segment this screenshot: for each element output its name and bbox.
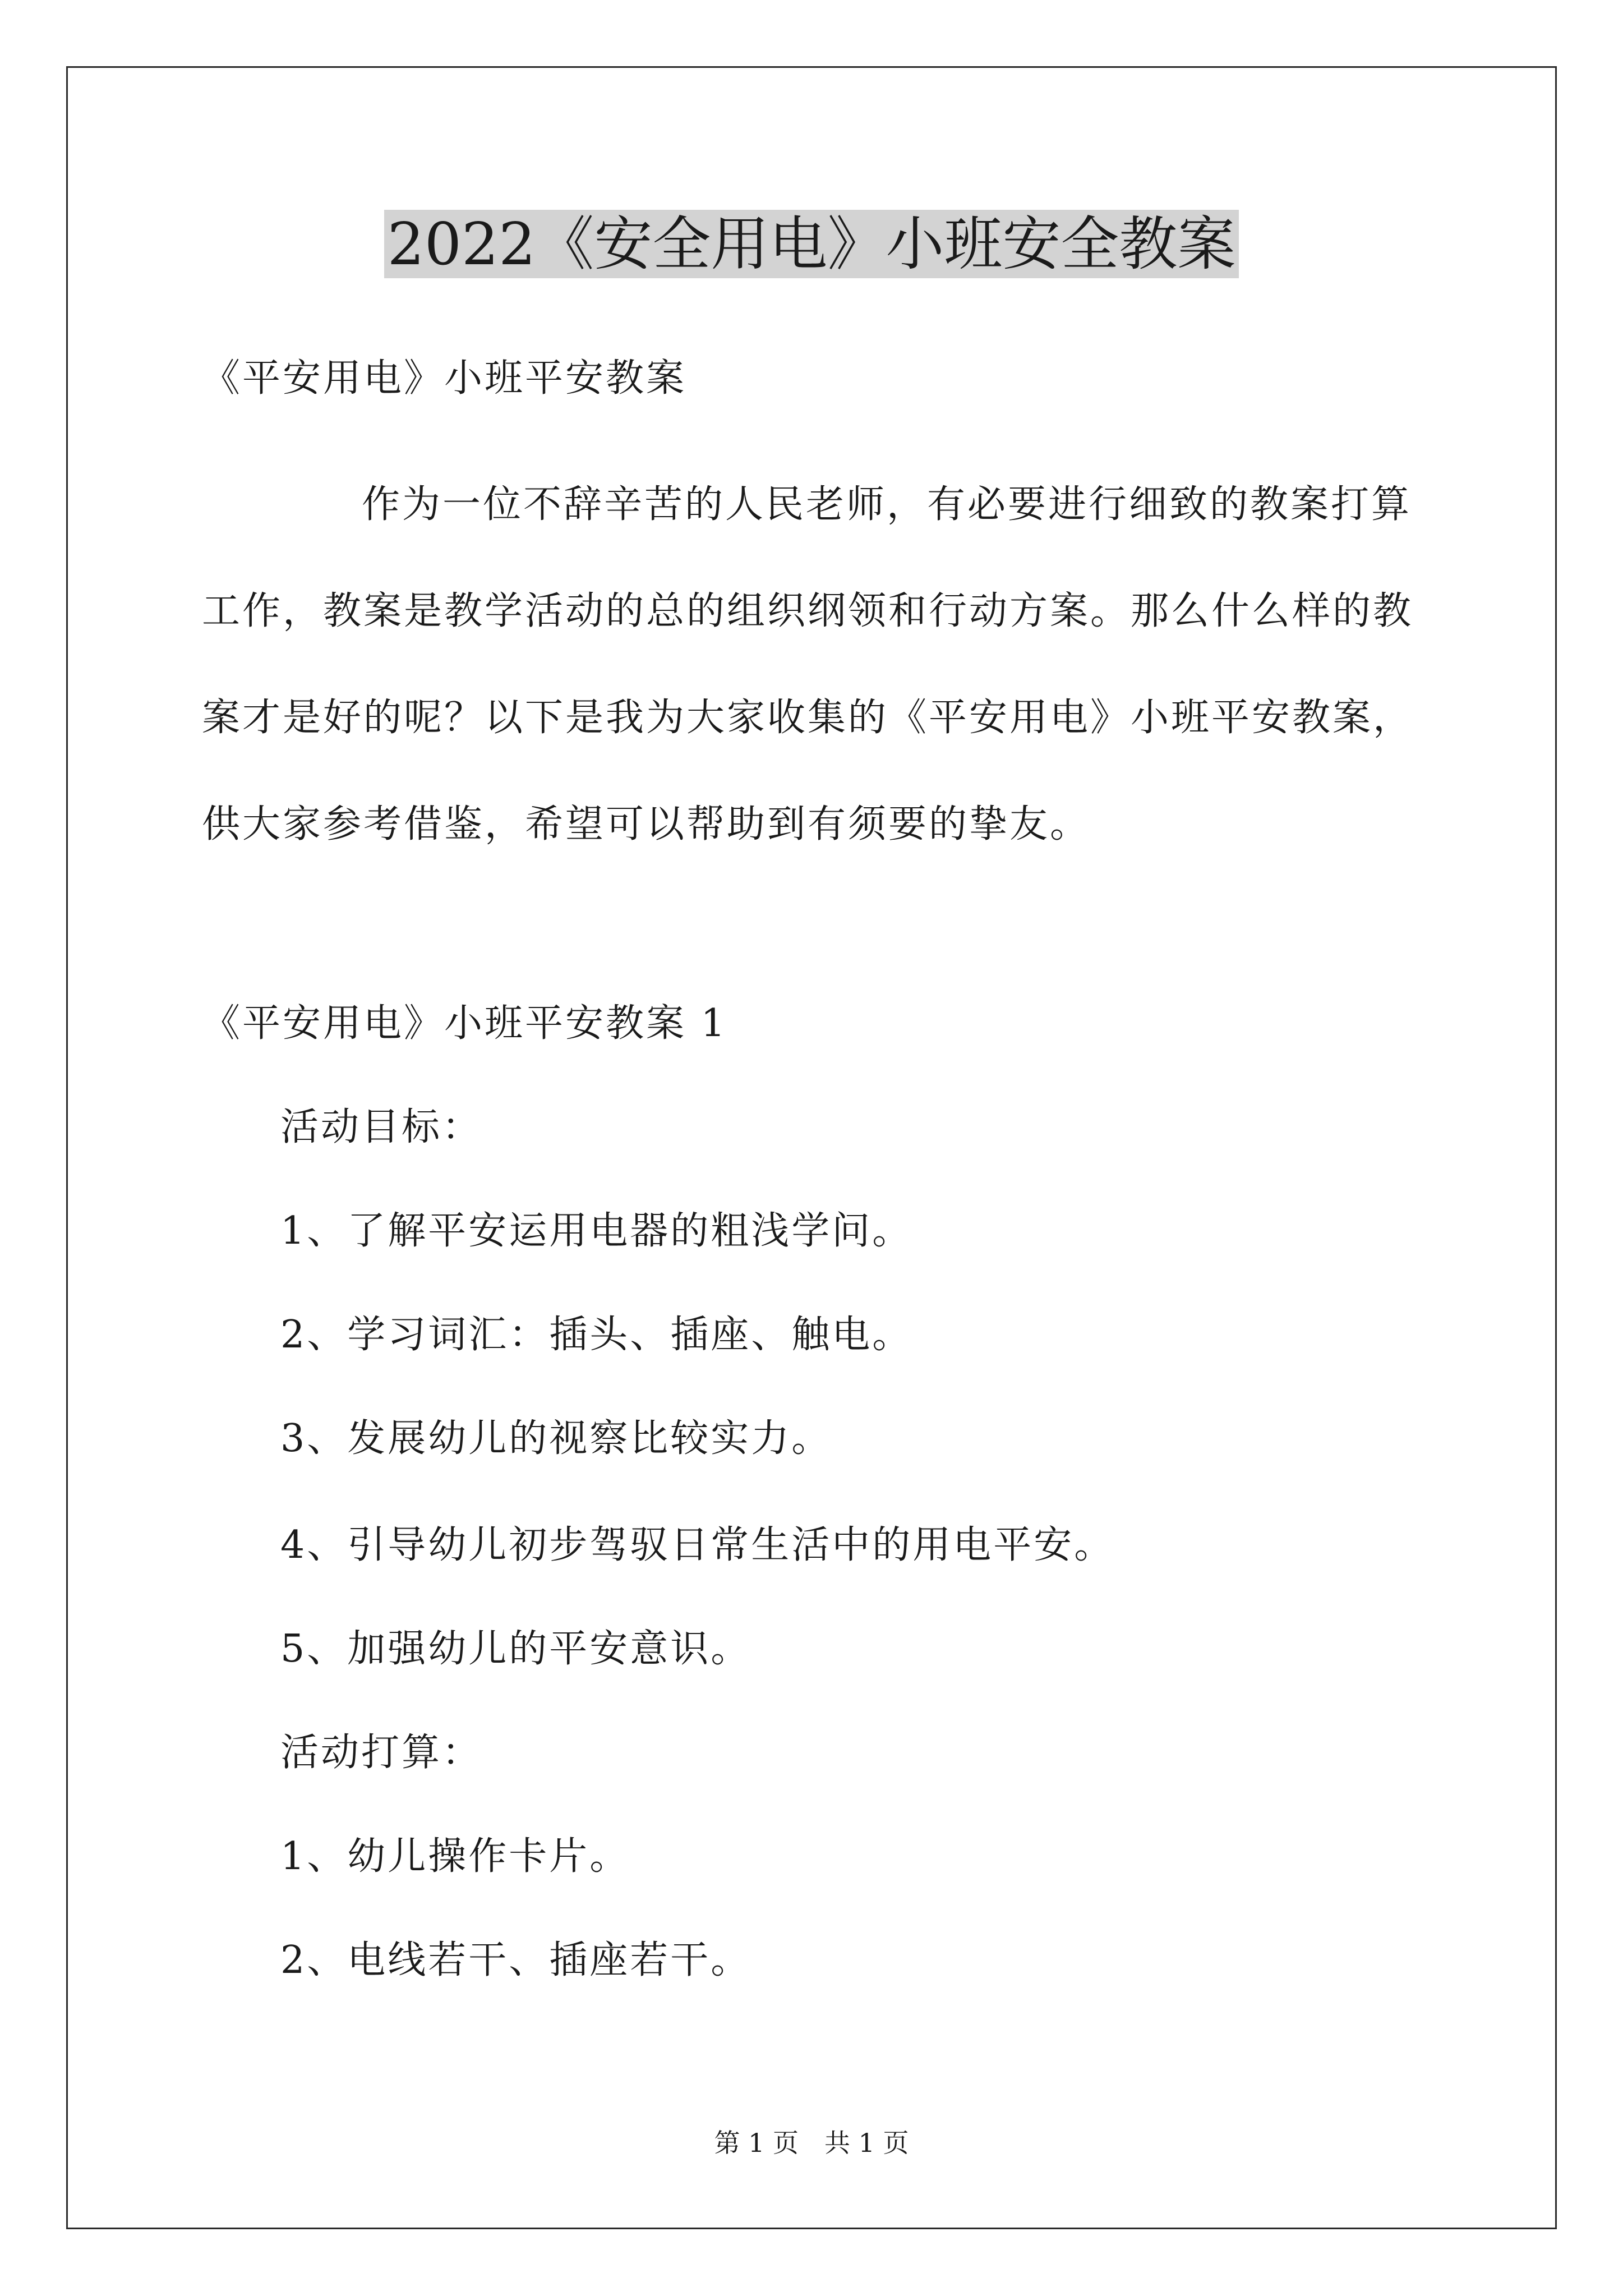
- goal-item: 5、加强幼儿的平安意识。: [280, 1627, 751, 1671]
- goal-item: 1、了解平安运用电器的粗浅学问。: [280, 1209, 913, 1253]
- document-title: 2022《安全用电》小班安全教案: [0, 202, 1623, 286]
- goals-heading: 活动目标：: [280, 1105, 483, 1149]
- goal-item: 3、发展幼儿的视察比较实力。: [280, 1416, 832, 1461]
- intro-paragraph: [202, 452, 1436, 878]
- page-footer: 第 1 页 共 1 页: [714, 2128, 909, 2158]
- goal-item: 4、引导幼儿初步驾驭日常生活中的用电平安。: [280, 1523, 1115, 1567]
- prep-item: 1、幼儿操作卡片。: [280, 1834, 630, 1879]
- goal-item: 2、学习词汇：插头、插座、触电。: [280, 1313, 913, 1357]
- intro-line: 供大家参考借鉴，希望可以帮助到有须要的挚友。: [202, 802, 1091, 846]
- intro-line: 工作，教案是教学活动的总的组织纲领和行动方案。那么什么样的教: [202, 589, 1414, 633]
- prep-item: 2、电线若干、插座若干。: [280, 1938, 751, 1982]
- prep-heading: 活动打算：: [280, 1731, 483, 1775]
- intro-line: 作为一位不辞辛苦的人民老师，有必要进行细致的教案打算: [362, 482, 1412, 527]
- document-subtitle: 《平安用电》小班平安教案: [202, 356, 687, 401]
- intro-line: 案才是好的呢？以下是我为大家收集的《平安用电》小班平安教案，: [202, 696, 1414, 740]
- section-title: 《平安用电》小班平安教案 1: [202, 1001, 727, 1046]
